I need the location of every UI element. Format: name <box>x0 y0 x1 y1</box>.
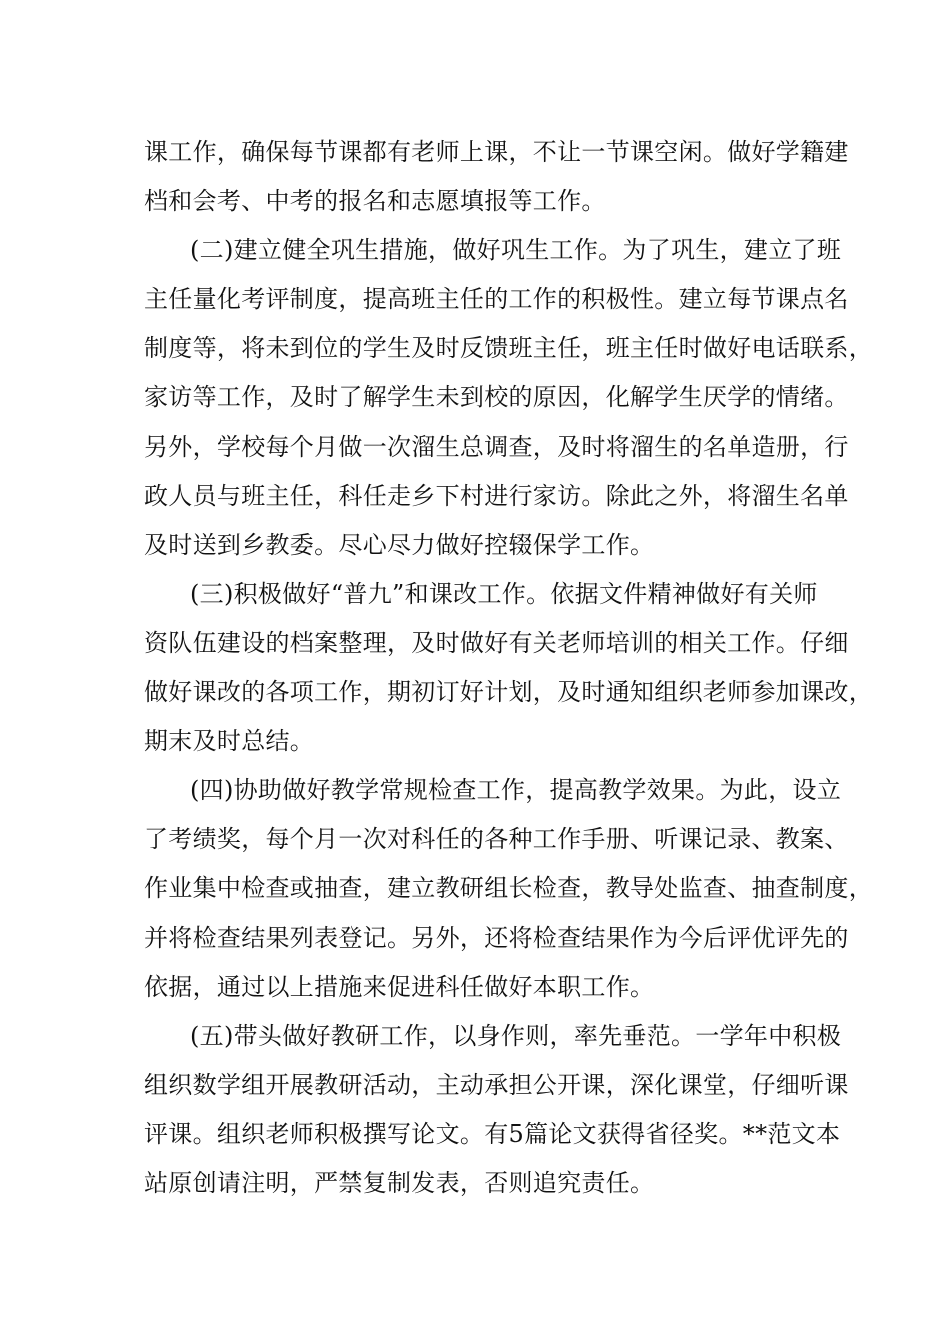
paragraph-line: 资队伍建设的档案整理，及时做好有关老师培训的相关工作。仔细 <box>144 628 849 657</box>
paragraph-line: 制度等，将未到位的学生及时反馈班主任，班主任时做好电话联系， <box>144 334 873 363</box>
paragraph-line: 及时送到乡教委。尽心尽力做好控辍保学工作。 <box>144 530 655 559</box>
paragraph-line: 作业集中检查或抽查，建立教研组长检查，教导处监查、抽查制度， <box>144 874 873 903</box>
paragraph-line: 期末及时总结。 <box>144 727 315 756</box>
paragraph-line: 做好课改的各项工作，期初订好计划，及时通知组织老师参加课改， <box>144 678 873 707</box>
paragraph-line: (四)协助做好教学常规检查工作，提高教学效果。为此，设立 <box>190 776 842 805</box>
paragraph-line: 政人员与班主任，科任走乡下村进行家访。除此之外，将溜生名单 <box>144 481 849 510</box>
paragraph-line: 家访等工作，及时了解学生未到校的原因，化解学生厌学的情绪。 <box>144 383 849 412</box>
paragraph-line: 主任量化考评制度，提高班主任的工作的积极性。建立每节课点名 <box>144 285 849 314</box>
paragraph-line: 课工作，确保每节课都有老师上课，不让一节课空闲。做好学籍建 <box>144 138 849 166</box>
paragraph-line: 档和会考、中考的报名和志愿填报等工作。 <box>144 187 606 216</box>
paragraph-line: 另外，学校每个月做一次溜生总调查，及时将溜生的名单造册，行 <box>144 432 849 461</box>
paragraph-line: 站原创请注明，严禁复制发表，否则追究责任。 <box>144 1168 655 1197</box>
paragraph-line: 评课。组织老师积极撰写论文。有5篇论文获得省径奖。**范文本 <box>144 1119 841 1148</box>
paragraph-line: (二)建立健全巩生措施，做好巩生工作。为了巩生，建立了班 <box>190 236 842 265</box>
paragraph-line: 并将检查结果列表登记。另外，还将检查结果作为今后评优评先的 <box>144 923 849 952</box>
paragraph-line: (三)积极做好“普九”和课改工作。依据文件精神做好有关师 <box>190 579 818 608</box>
paragraph-line: 组织数学组开展教研活动，主动承担公开课，深化课堂，仔细听课 <box>144 1070 849 1099</box>
paragraph-line: 依据，通过以上措施来促进科任做好本职工作。 <box>144 972 655 1001</box>
paragraph-line: (五)带头做好教研工作，以身作则，率先垂范。一学年中积极 <box>190 1021 842 1050</box>
paragraph-line: 了考绩奖，每个月一次对科任的各种工作手册、听课记录、教案、 <box>144 825 849 854</box>
document-body <box>144 128 873 1208</box>
